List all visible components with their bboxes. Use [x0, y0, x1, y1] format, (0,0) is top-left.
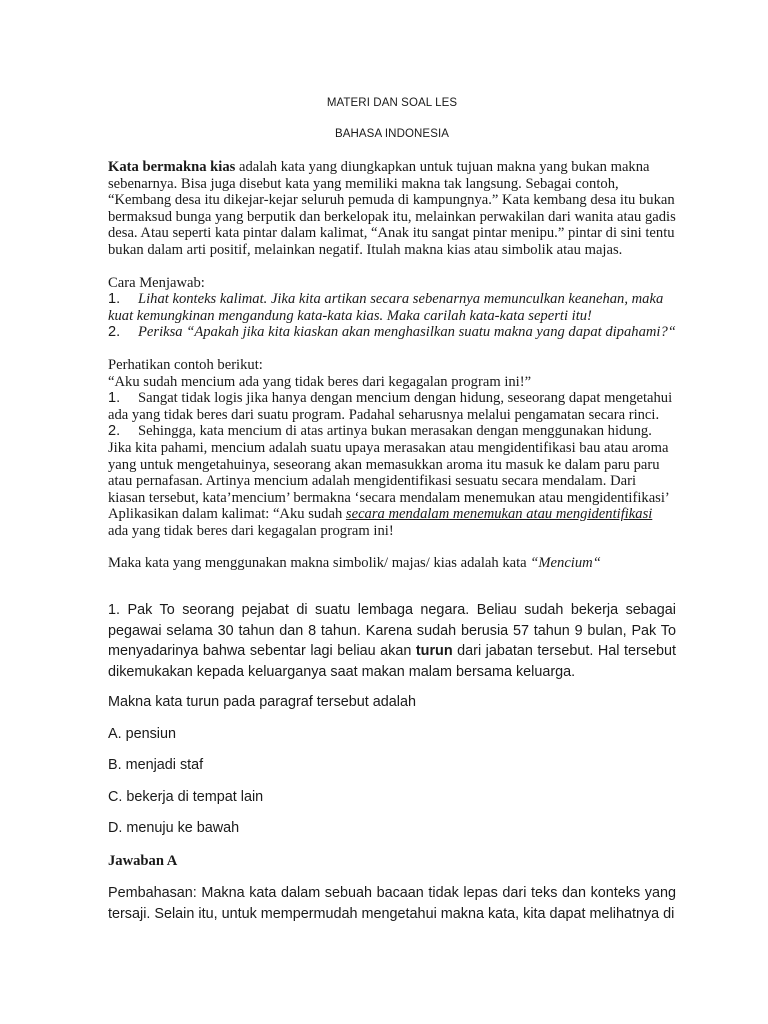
cara-heading: Cara Menjawab: [108, 274, 205, 291]
option-b: B. menjadi staf [108, 757, 204, 774]
question-section [108, 600, 676, 924]
contoh-point-1 [108, 390, 676, 423]
contoh-point-2-number: 2. [108, 423, 121, 440]
cara-menjawab-section [108, 275, 676, 341]
contoh-point-1-number: 1. [108, 390, 121, 407]
conclusion-prefix: Maka kata yang menggunakan makna simbolik/ majas/ kias adalah kata [108, 555, 531, 572]
contoh-application [108, 506, 676, 539]
document-page [108, 96, 676, 924]
question-text-prefix: 1. Pak To seorang pejabat di suatu lembaga negara. Beliau sudah bekerja sebagai pegawai selama 30 tahun dan 8 tahun. Karena sudah berusia 57 tahun 9 bulan, Pak To menyadarinya bahwa sebentar lagi beliau akan [108, 602, 676, 660]
question-paragraph [108, 600, 676, 682]
intro-paragraph [108, 159, 676, 259]
option-a: A. pensiun [108, 725, 177, 742]
intro-term: Kata bermakna kias [108, 159, 236, 175]
contoh-heading: Perhatikan contoh berikut: [108, 356, 263, 373]
contoh-section [108, 357, 676, 572]
contoh-point-2-text: Sehingga, kata mencium di atas artinya bukan merasakan dengan menggunakan hidung. Jika kita pahami, mencium adalah suatu upaya merasakan atau mengidentifikasi bau atau aroma yang untuk mengetahuinya, seseorang akan memasukkan aroma itu masuk ke dalam paru paru atau pernafasan. Artinya mencium adalah mengidentifikasi sesuatu secara mendalam. Dari kiasan tersebut, kata’mencium’ bermakna ‘secara mendalam menemukan atau mengidentifikasi’ [108, 423, 670, 506]
conclusion-emphasis: “Mencium“ [530, 555, 601, 572]
cara-step-1 [108, 291, 676, 324]
discussion-paragraph: Pembahasan: Makna kata dalam sebuah bacaan tidak lepas dari teks dan konteks yang tersaji. Selain itu, untuk mempermudah mengetahui makna kata, kita dapat melihatnya di [108, 885, 676, 922]
contoh-quote: “Aku sudah mencium ada yang tidak beres dari kegagalan program ini!” [108, 373, 532, 390]
contoh-conclusion [108, 555, 676, 572]
question-text-suffix: dari jabatan tersebut. Hal tersebut dikemukakan kepada keluarganya saat makan malam bersama keluarga. [108, 643, 676, 680]
document-subtitle: BAHASA INDONESIA [334, 128, 450, 140]
intro-text: adalah kata yang diungkapkan untuk tujuan makna yang bukan makna sebenarnya. Bisa juga disebut kata yang memiliki makna tak langsung. Sebagai contoh, “Kembang desa itu dikejar-kejar seluruh pemuda di kampungnya.” Kata kembang desa itu bukan bermaksud bunga yang berputik dan berkelopak itu, melainkan perwakilan dari wanita atau gadis desa. Atau seperti kata pintar dalam kalimat, “Anak itu sangat pintar menipu.” pintar di sini tentu bukan dalam arti positif, melainkan negatif. Itulah makna kias atau simbolik atau majas. [108, 159, 676, 258]
contoh-point-2 [108, 423, 676, 506]
application-emphasis: secara mendalam menemukan atau mengidentifikasi [345, 506, 653, 523]
document-title: MATERI DAN SOAL LES [326, 97, 458, 109]
contoh-point-1-text: Sangat tidak logis jika hanya dengan mencium dengan hidung, seseorang dapat mengetahui ada yang tidak beres dari suatu program. Padahal seharusnya melalui pengamatan secara rinci. [108, 390, 673, 423]
question-prompt: Makna kata turun pada paragraf tersebut adalah [108, 694, 417, 711]
cara-step-2-text: Periksa “Apakah jika kita kiaskan akan menghasilkan suatu makna yang dapat dipahami?“ [138, 324, 676, 341]
cara-step-1-number: 1. [108, 291, 121, 308]
cara-step-1-text: Lihat konteks kalimat. Jika kita artikan secara sebenarnya memunculkan keanehan, maka kuat kemungkinan mengandung kata-kata kias. Maka carilah kata-kata seperti itu! [108, 291, 664, 324]
option-c: C. bekerja di tempat lain [108, 788, 264, 805]
cara-step-2 [108, 324, 676, 341]
option-d: D. menuju ke bawah [108, 820, 240, 837]
answer-label: Jawaban A [108, 852, 178, 869]
question-keyword: turun [415, 643, 453, 660]
cara-step-2-number: 2. [108, 324, 121, 341]
application-prefix: Aplikasikan dalam kalimat: “Aku sudah [108, 506, 346, 523]
application-suffix: ada yang tidak beres dari kegagalan program ini! [108, 522, 394, 539]
